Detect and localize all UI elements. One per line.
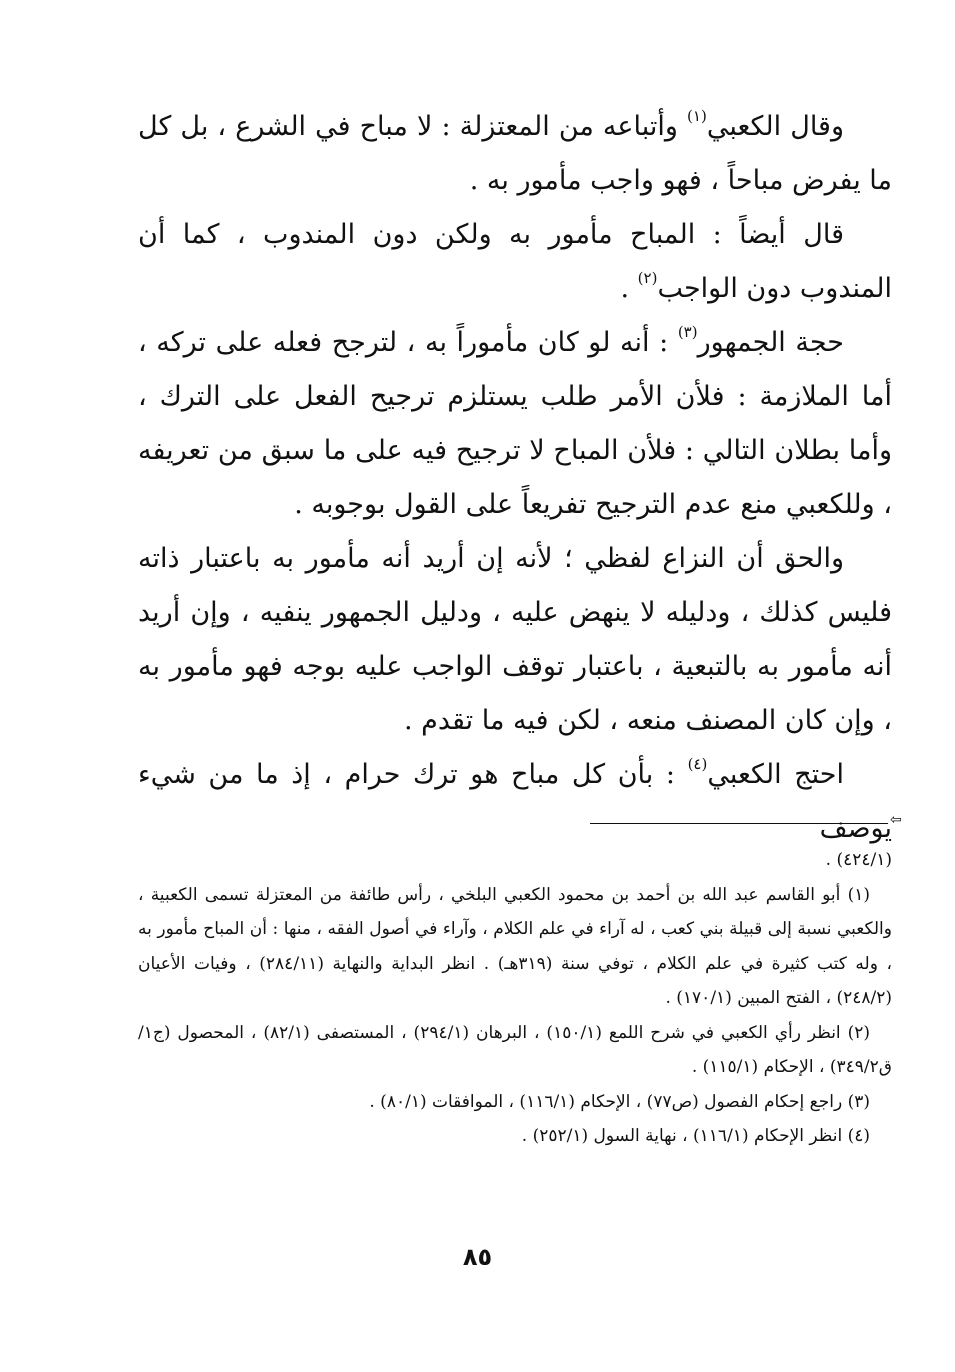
paragraph-5-text-b: : بأن كل مباح هو ترك حرام ، إذ ما من شيء يوصف	[138, 759, 892, 844]
paragraph-1-text-a: وقال الكعبي	[706, 111, 844, 142]
footnote-marker-1: (١)	[687, 107, 707, 125]
footnote-marker-2: (٢)	[637, 269, 658, 287]
paragraph-4-text: والحق أن النزاع لفظي ؛ لأنه إن أريد أنه مأمور به باعتبار ذاته فليس كذلك ، ودليله لا ينهض عليه ، ودليل الجمهور ينفيه ، وإن أريد أنه مأمور به بالتبعية ، باعتبار توقف الواجب عليه بوجه فهو مأمور به ، وإن كان المصنف منعه ، لكن فيه ما تقدم .	[138, 543, 892, 736]
paragraph-3	[138, 316, 892, 532]
footnote-2: (٢) انظر رأي الكعبي في شرح اللمع (١٥٠/١) ، البرهان (٢٩٤/١) ، المستصفى (٨٢/١) ، المحصول (ج١/ ق٣٤٩/٢) ، الإحكام (١١٥/١) .	[138, 1022, 892, 1077]
paragraph-3-text-b: : أنه لو كان مأموراً به ، لترجح فعله على تركه ، أما الملازمة : فلأن الأمر طلب يستلزم ترجيح الفعل على الترك ، وأما بطلان التالي : فلأن المباح لا ترجيح فيه على ما سبق من تعريفه ، وللكعبي منع عدم الترجيح تفريعاً على القول بوجوبه .	[138, 327, 892, 520]
footnote-3: (٣) راجع إحكام الفصول (ص٧٧) ، الإحكام (١١٦/١) ، الموافقات (٨٠/١) .	[369, 1091, 870, 1112]
paragraph-4	[138, 532, 892, 748]
page-number: ٨٥	[462, 1243, 493, 1271]
footnote-marker-3: (٣)	[677, 323, 698, 341]
paragraph-3-text-a: حجة الجمهور	[697, 327, 844, 358]
footnote-1: (١) أبو القاسم عبد الله بن أحمد بن محمود الكعبي البلخي ، رأس طائفة من المعتزلة تسمى الكعبية ، والكعبي نسبة إلى قبيلة بني كعب ، له آراء في علم الكلام ، وآراء في أصول الفقه ، منها : أن المباح مأمور به ، وله كتب كثيرة في علم الكلام ، توفي سنة (٣١٩هـ) . انظر البداية والنهاية (٢٨٤/١١) ، وفيات الأعيان (٢٤٨/٢) ، الفتح المبين (١٧٠/١) .	[138, 884, 893, 1008]
main-text	[138, 100, 892, 856]
paragraph-2	[138, 208, 892, 316]
paragraph-2-text-b: .	[620, 273, 638, 304]
continuation-arrow-icon: ⇦	[890, 812, 902, 828]
paragraph-1-text-b: وأتباعه من المعتزلة : لا مباح في الشرع ، بل كل ما يفرض مباحاً ، فهو واجب مأمور به .	[138, 111, 892, 196]
footnote-carryover: (٤٢٤/١) .	[825, 850, 892, 870]
footnote-marker-4: (٤)	[687, 755, 708, 773]
footnotes	[138, 843, 892, 1154]
paragraph-2-text-a: قال أيضاً : المباح مأمور به ولكن دون المندوب ، كما أن المندوب دون الواجب	[138, 219, 892, 304]
footnote-4: (٤) انظر الإحكام (١١٦/١) ، نهاية السول (٢٥٢/١) .	[521, 1126, 870, 1146]
paragraph-5-text-a: احتج الكعبي	[707, 759, 845, 790]
footnote-separator	[590, 823, 888, 824]
paragraph-5	[138, 748, 892, 856]
paragraph-1	[138, 100, 892, 208]
